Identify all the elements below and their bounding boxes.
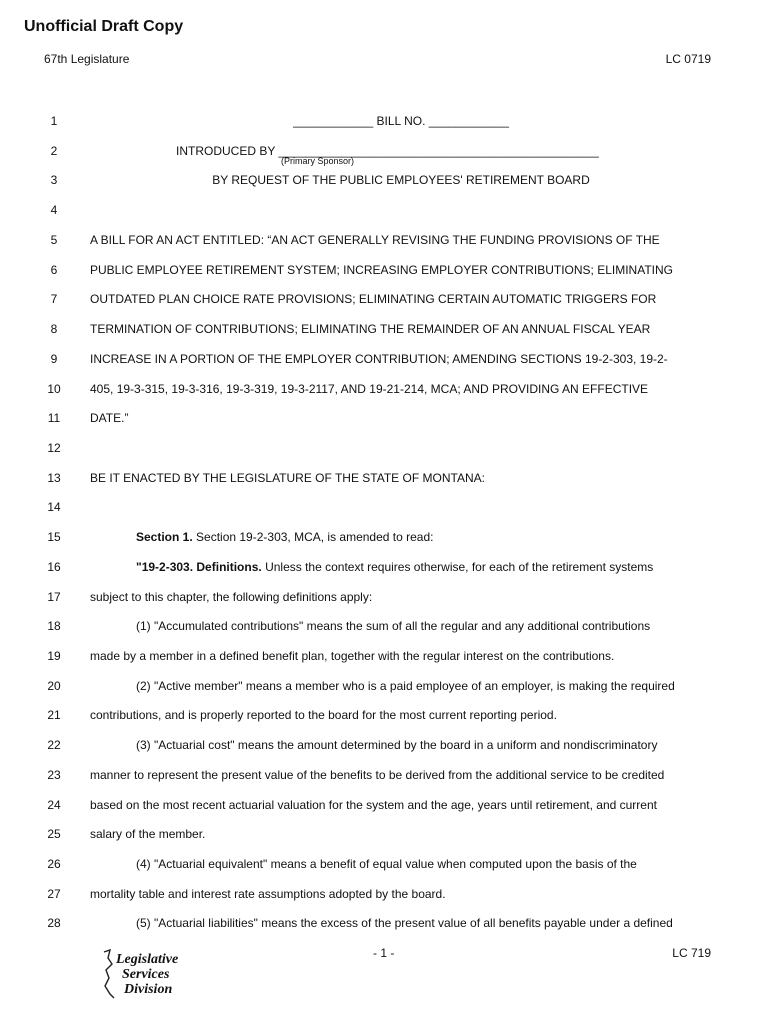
bill-line: [0, 646, 770, 666]
line-text: [90, 170, 712, 190]
line-text: [90, 408, 128, 428]
line-number: 18: [47, 619, 61, 634]
line-text: [136, 527, 433, 547]
line-number: 2: [50, 143, 58, 158]
bill-line: [0, 408, 770, 428]
bill-line: [0, 438, 770, 458]
line-number: 27: [47, 886, 61, 901]
line-text: [90, 765, 664, 785]
line-number: 4: [50, 203, 58, 218]
line-content: subject to this chapter, the following definitions apply:: [90, 589, 373, 604]
section-heading: Section 1.: [136, 530, 193, 545]
line-content: ____________ BILL NO. ____________: [293, 114, 509, 128]
line-content: INCREASE IN A PORTION OF THE EMPLOYER CONTRIBUTION; AMENDING SECTIONS 19-2-303, 19-2-: [90, 351, 668, 366]
line-content: (1) "Accumulated contributions" means the sum of all the regular and any additional contributions: [136, 619, 651, 634]
line-content: TERMINATION OF CONTRIBUTIONS; ELIMINATING THE REMAINDER OF AN ANNUAL FISCAL YEAR: [90, 322, 651, 336]
line-number: 16: [47, 559, 61, 574]
line-text: [90, 824, 205, 844]
line-content: (4) "Actuarial equivalent" means a benefit of equal value when computed upon the basis of the: [136, 857, 637, 871]
lc-number: LC 0719: [665, 52, 711, 66]
bill-line: [0, 824, 770, 844]
bill-line: [0, 616, 770, 636]
logo-word-1: Legislative: [116, 952, 179, 967]
line-number: 25: [47, 827, 61, 842]
line-content: mortality table and interest rate assumptions adopted by the board.: [90, 886, 446, 901]
bill-line: [0, 141, 770, 166]
line-number: 26: [47, 857, 61, 871]
logo-word-3: Division: [124, 982, 173, 997]
line-content: Section 19-2-303, MCA, is amended to read:: [192, 530, 434, 545]
line-number: 19: [47, 649, 61, 663]
line-text: [136, 913, 673, 933]
bill-line: [0, 795, 770, 815]
bill-line: [0, 260, 770, 280]
line-number: 22: [47, 738, 61, 753]
line-text: [90, 379, 648, 399]
section-heading: "19-2-303. Definitions.: [136, 559, 262, 574]
line-text: [90, 230, 660, 250]
line-content: based on the most recent actuarial valuation for the system and the age, years until retirement, and current: [90, 797, 657, 812]
line-text: [90, 111, 712, 131]
line-number: 28: [47, 916, 61, 931]
footer-lc-number: LC 719: [672, 946, 711, 960]
bill-line: [0, 497, 770, 517]
primary-sponsor-label: (Primary Sponsor): [281, 155, 355, 166]
line-text: [136, 616, 650, 636]
line-number: 15: [47, 530, 61, 545]
bill-line: [0, 557, 770, 577]
line-number: 8: [50, 322, 58, 336]
line-text: [90, 705, 557, 725]
bill-line: [0, 170, 770, 190]
line-number: 6: [50, 262, 58, 277]
line-content: made by a member in a defined benefit plan, together with the regular interest on the contributions.: [90, 649, 615, 663]
bill-line: [0, 230, 770, 250]
document-title: Unofficial Draft Copy: [24, 18, 184, 35]
line-content: contributions, and is properly reported to the board for the most current reporting period.: [90, 708, 557, 723]
line-number: 13: [47, 470, 61, 485]
bill-line: [0, 200, 770, 220]
line-content: DATE.”: [90, 411, 129, 426]
legislature-label: 67th Legislature: [44, 52, 130, 66]
line-text: [90, 289, 656, 309]
bill-line: [0, 111, 770, 131]
bill-line: [0, 527, 770, 547]
line-number: 20: [47, 678, 61, 693]
line-content: INTRODUCED BY ________________________________________________: [176, 143, 599, 158]
bill-line: [0, 854, 770, 874]
line-text: [90, 349, 668, 369]
line-content: (2) "Active member" means a member who is a paid employee of an employer, is making the required: [136, 678, 675, 693]
bill-line: [0, 349, 770, 369]
line-text: [136, 854, 637, 874]
bill-line: [0, 884, 770, 904]
line-number: 7: [50, 292, 58, 307]
legislative-services-logo: [100, 948, 188, 1000]
line-number: 21: [47, 708, 61, 723]
bill-line: [0, 468, 770, 488]
line-number: 11: [47, 411, 61, 426]
line-text: [136, 676, 675, 696]
line-content: Unless the context requires otherwise, for each of the retirement systems: [261, 559, 654, 574]
line-text: [176, 141, 599, 161]
line-content: salary of the member.: [90, 827, 206, 842]
line-content: manner to represent the present value of the benefits to be derived from the additional service to be credited: [90, 767, 665, 782]
line-content: A BILL FOR AN ACT ENTITLED: “AN ACT GENERALLY REVISING THE FUNDING PROVISIONS OF THE: [90, 232, 660, 247]
bill-line: [0, 765, 770, 785]
line-number: 1: [50, 114, 58, 128]
line-content: OUTDATED PLAN CHOICE RATE PROVISIONS; ELIMINATING CERTAIN AUTOMATIC TRIGGERS FOR: [90, 292, 657, 307]
line-content: (3) "Actuarial cost" means the amount determined by the board in a uniform and nondiscriminatory: [136, 738, 658, 753]
line-number: 9: [50, 351, 58, 366]
line-text: [90, 646, 614, 666]
bill-line: [0, 676, 770, 696]
line-text: [90, 795, 657, 815]
line-number: 24: [47, 797, 61, 812]
line-text: [90, 319, 650, 339]
page-number: - 1 -: [373, 946, 395, 960]
bill-line: [0, 289, 770, 309]
bill-line: [0, 319, 770, 339]
line-content: (5) "Actuarial liabilities" means the excess of the present value of all benefits payable under a defined: [136, 916, 673, 931]
line-text: [136, 557, 653, 577]
logo-word-2: Services: [122, 967, 170, 982]
line-number: 5: [50, 232, 58, 247]
line-content: BY REQUEST OF THE PUBLIC EMPLOYEES' RETIREMENT BOARD: [212, 173, 590, 188]
line-number: 10: [47, 381, 61, 396]
line-text: [90, 587, 372, 607]
line-number: 14: [47, 500, 61, 515]
line-content: PUBLIC EMPLOYEE RETIREMENT SYSTEM; INCREASING EMPLOYER CONTRIBUTIONS; ELIMINATING: [90, 262, 673, 277]
line-content: 405, 19-3-315, 19-3-316, 19-3-319, 19-3-2117, AND 19-21-214, MCA; AND PROVIDING AN EFFECTIVE: [90, 381, 649, 396]
line-number: 3: [50, 173, 58, 188]
line-content: BE IT ENACTED BY THE LEGISLATURE OF THE STATE OF MONTANA:: [90, 470, 485, 485]
bill-line: [0, 735, 770, 755]
line-number: 12: [47, 440, 61, 455]
line-text: [136, 735, 657, 755]
bill-line: [0, 705, 770, 725]
line-number: 17: [47, 589, 61, 604]
line-text: [90, 468, 485, 488]
bill-line: [0, 913, 770, 933]
line-number: 23: [47, 767, 61, 782]
line-text: [90, 260, 673, 280]
bill-line: [0, 587, 770, 607]
line-text: [90, 884, 446, 904]
bill-line: [0, 379, 770, 399]
